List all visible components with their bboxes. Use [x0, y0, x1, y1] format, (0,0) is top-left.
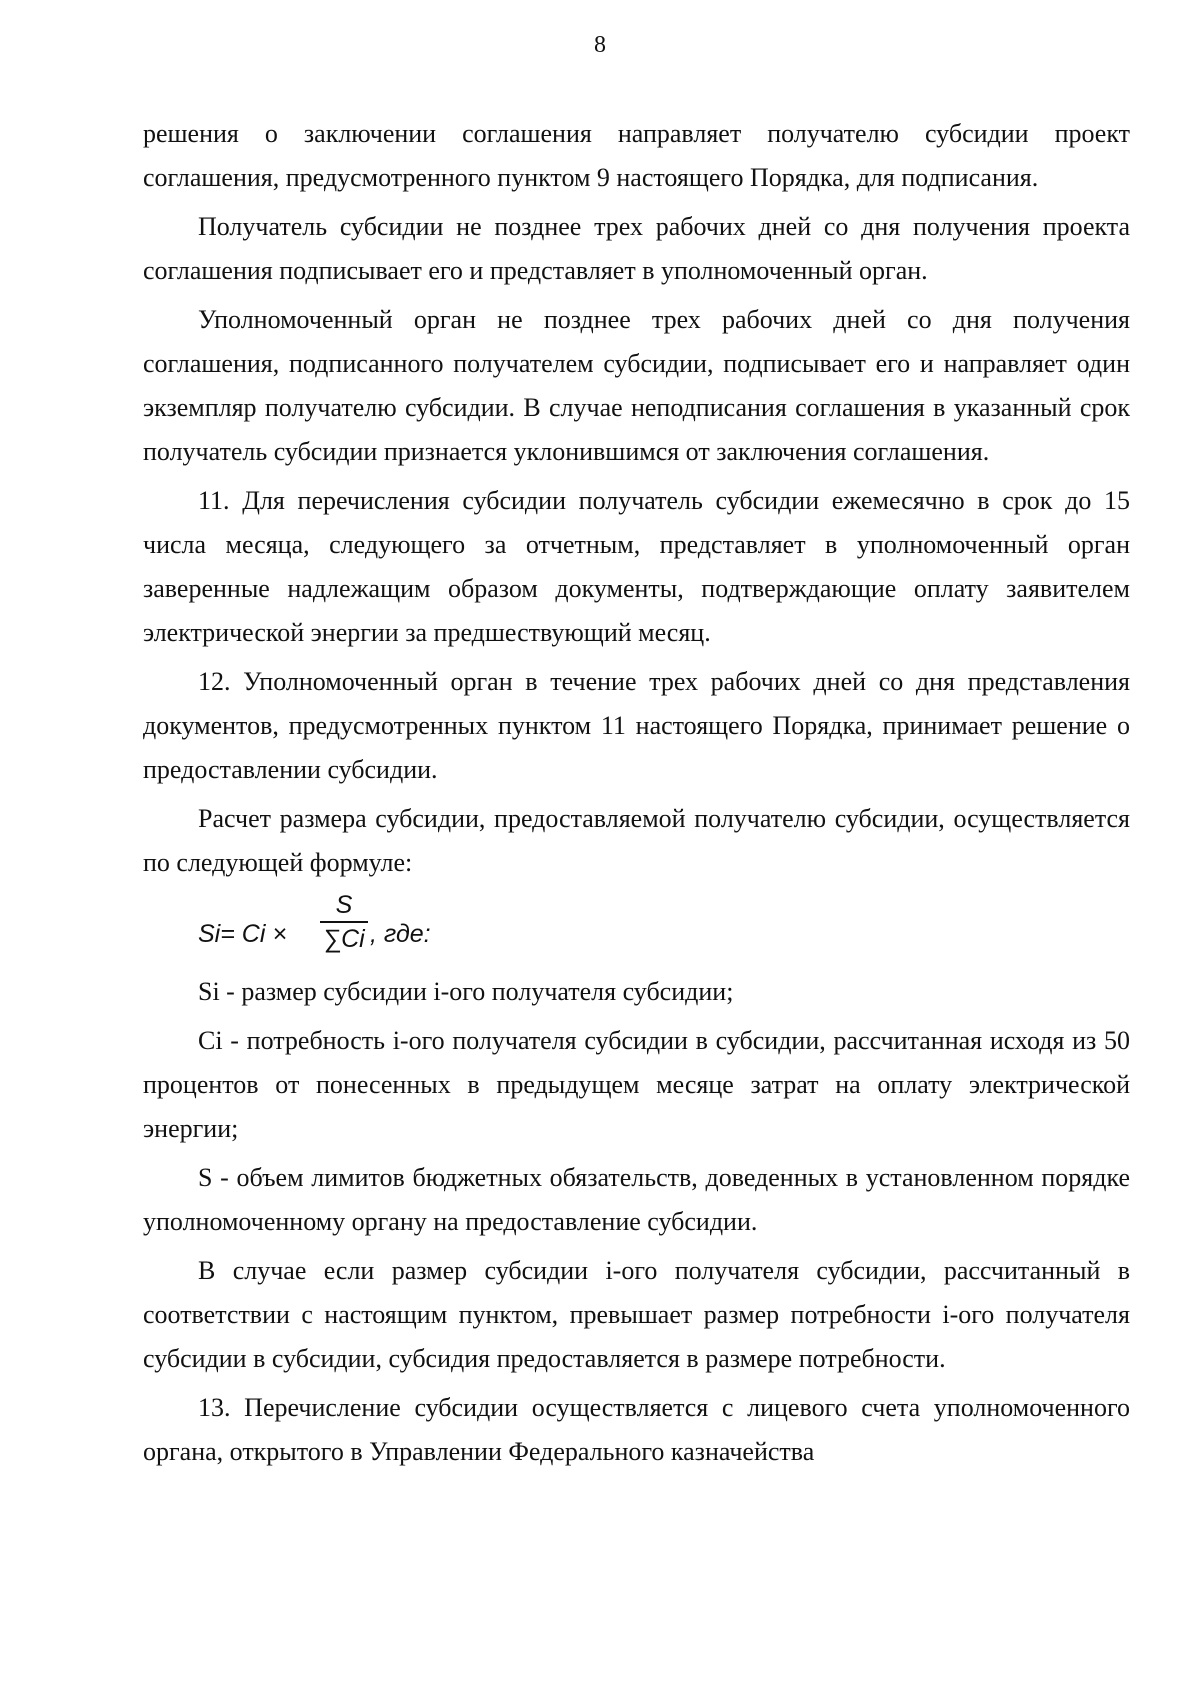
definition-s: S - объем лимитов бюджетных обязательств, доведенных в установленном порядке уполномоченному органу на предоставление субсидии. — [143, 1163, 1130, 1236]
subsidy-formula — [198, 890, 1130, 964]
paragraph-recipient-signing: Получатель субсидии не позднее трех рабочих дней со дня получения проекта соглашения подписывает его и представляет в уполномоченный орган. — [143, 212, 1130, 285]
paragraph-calculation-intro: Расчет размера субсидии, предоставляемой получателю субсидии, осуществляется по следующей формуле: — [143, 804, 1130, 877]
formula-fraction — [320, 890, 368, 954]
formula-denominator: ∑Ci — [323, 925, 365, 953]
page-number: 8 — [594, 32, 606, 58]
paragraph-continuation: решения о заключении соглашения направляет получателю субсидии проект соглашения, предусмотренного пунктом 9 настоящего Порядка, для подписания. — [143, 119, 1130, 192]
paragraph-excess-case: В случае если размер субсидии i-ого получателя субсидии, рассчитанный в соответствии с настоящим пунктом, превышает размер потребности i-ого получателя субсидии в субсидии, субсидия предоставляется в размере потребности. — [143, 1256, 1130, 1373]
definition-ci: Ci - потребность i-ого получателя субсидии в субсидии, рассчитанная исходя из 50 процентов от понесенных в предыдущем месяце затрат на оплату электрической энергии; — [143, 1026, 1130, 1143]
document-body — [143, 112, 1130, 1479]
paragraph-item-12: 12. Уполномоченный орган в течение трех рабочих дней со дня представления документов, предусмотренных пунктом 11 настоящего Порядка, принимает решение о предоставлении субсидии. — [143, 667, 1130, 784]
formula-right-side: , где: — [370, 920, 431, 948]
paragraph-authority-signing: Уполномоченный орган не позднее трех рабочих дней со дня получения соглашения, подписанного получателем субсидии, подписывает его и направляет один экземпляр получателю субсидии. В случае неподписания соглашения в указанный срок получатель субсидии признается уклонившимся от заключения соглашения. — [143, 305, 1130, 466]
paragraph-item-11: 11. Для перечисления субсидии получатель субсидии ежемесячно в срок до 15 числа месяца, следующего за отчетным, представляет в уполномоченный орган заверенные надлежащим образом документы, подтверждающие оплату заявителем электрической энергии за предшествующий месяц. — [143, 486, 1130, 647]
fraction-bar — [320, 921, 368, 923]
formula-left-side: Si= Ci × — [198, 920, 287, 948]
definition-si: Si - размер субсидии i-ого получателя субсидии; — [198, 977, 734, 1006]
paragraph-item-13: 13. Перечисление субсидии осуществляется с лицевого счета уполномоченного органа, открытого в Управлении Федерального казначейства — [143, 1393, 1130, 1466]
formula-numerator: S — [335, 891, 353, 919]
